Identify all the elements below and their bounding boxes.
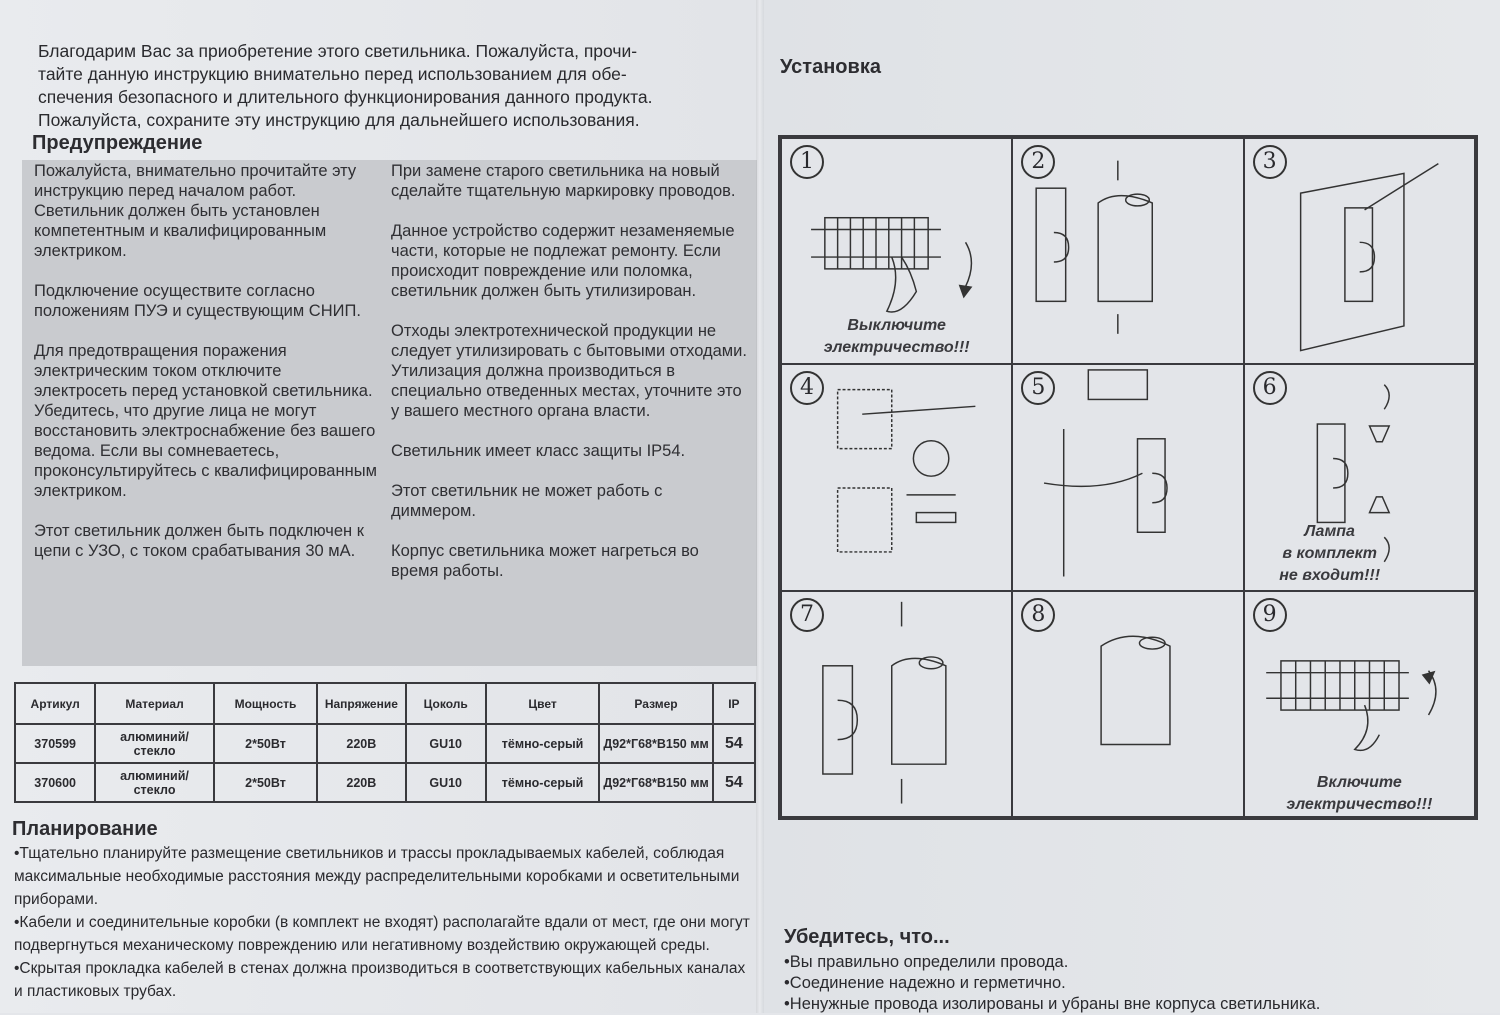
step-1-caption [782, 315, 1011, 359]
install-steps-grid [778, 135, 1478, 820]
warning-paragraph: Корпус светильника может нагреться во время работы. [391, 542, 699, 580]
caption-line: Лампа [1304, 523, 1355, 541]
table-cell: алюминий/ стекло [95, 724, 213, 763]
warning-paragraph: Для предотвращения поражения электрическим током отключите электросеть перед установкой светильника. Убедитесь, что другие лица не могут восстановить электроснабжение без вашего ведома. Если вы сомневаетесь, проконсультируйтесь с квалифицированным электриком. [34, 342, 377, 500]
table-cell: алюминий/ стекло [95, 763, 213, 802]
planning-list [14, 842, 756, 1003]
step-3-panel [1244, 138, 1475, 364]
step-9-panel [1244, 591, 1475, 817]
list-item: •Тщательно планируйте размещение светильников и трассы прокладываемых кабелей, соблюдая максимальные необходимые расстояния между распределительными коробками и осветительными приборами. [14, 845, 740, 908]
table-header: IP [713, 683, 755, 724]
wiring-illustration [1013, 365, 1242, 589]
step-number: 7 [790, 598, 824, 632]
step-number: 1 [790, 145, 824, 179]
step-5-panel [1012, 364, 1243, 590]
warning-paragraph: Отходы электротехнической продукции не следует утилизировать с бытовыми отходами. Утилизация должна производиться в специально отведенных местах, уточните это у вашего местного органа власти. [391, 322, 747, 420]
warning-paragraph: Светильник имеет класс защиты IP54. [391, 442, 686, 460]
step-8-panel [1012, 591, 1243, 817]
step-2-panel [1012, 138, 1243, 364]
step-number: 9 [1253, 598, 1287, 632]
warning-left-column [34, 161, 379, 581]
intro-line: Пожалуйста, сохраните эту инструкцию для дальнейшего использования. [38, 110, 640, 130]
table-cell: 2*50Вт [214, 763, 317, 802]
table-cell: тёмно-серый [486, 763, 599, 802]
intro-line: Благодарим Вас за приобретение этого светильника. Пожалуйста, прочи- [38, 41, 638, 61]
mark-holes-illustration [1245, 139, 1474, 363]
step-6-panel [1244, 364, 1475, 590]
warning-paragraph: Этот светильник должен быть подключен к цепи с УЗО, с током срабатывания 30 мА. [34, 522, 364, 560]
step-number: 6 [1253, 371, 1287, 405]
intro-line: спечения безопасного и длительного функционирования данного продукта. [38, 87, 653, 107]
table-cell: 54 [713, 763, 755, 802]
table-cell: 2*50Вт [214, 724, 317, 763]
table-row [15, 763, 755, 802]
intro-line: тайте данную инструкцию внимательно перед использованием для обе- [38, 64, 627, 84]
table-cell: 370600 [15, 763, 95, 802]
finished-fixture-illustration [1013, 592, 1242, 816]
drill-wall-illustration [782, 365, 1011, 589]
list-item: •Скрытая прокладка кабелей в стенах должна производиться в соответствующих кабельных каналах и пластиковых трубах. [14, 960, 746, 1000]
list-item: •Соединение надежно и герметично. [784, 974, 1066, 992]
step-4-panel [781, 364, 1012, 590]
table-cell: GU10 [406, 763, 486, 802]
table-header: Напряжение [317, 683, 405, 724]
table-cell: Д92*Г68*В150 мм [599, 724, 712, 763]
table-header-row [15, 683, 755, 724]
caption-line: электричество!!! [823, 339, 970, 356]
warning-paragraph: Пожалуйста, внимательно прочитайте эту инструкцию перед началом работ. Светильник должен быть установлен компетентным и квалифицированным электриком. [34, 162, 357, 260]
spec-table [14, 682, 756, 803]
step-1-panel [781, 138, 1012, 364]
table-cell: 220В [317, 763, 405, 802]
caption-line: Включите [1316, 773, 1402, 791]
table-cell: Д92*Г68*В150 мм [599, 763, 712, 802]
step-7-panel [781, 591, 1012, 817]
warning-paragraph: Подключение осуществите согласно положениям ПУЭ и существующим СНИП. [34, 282, 361, 320]
table-cell: 370599 [15, 724, 95, 763]
warning-title: Предупреждение [32, 132, 203, 154]
warning-right-column [391, 161, 747, 601]
table-header: Цвет [486, 683, 599, 724]
list-item: •Кабели и соединительные коробки (в комплект не входят) располагайте вдали от мест, где они могут подвергнуться механическому повреждению или негативному воздействию окружающей среды. [14, 914, 750, 954]
table-header: Мощность [214, 683, 317, 724]
step-9-caption [1245, 772, 1474, 816]
install-title: Установка [780, 56, 881, 78]
caption-line: не входит!!! [1279, 567, 1381, 585]
step-number: 5 [1021, 371, 1055, 405]
table-cell: 54 [713, 724, 755, 763]
caption-line: в комплект [1282, 545, 1377, 563]
fixture-assembly-illustration [782, 592, 1011, 816]
fixture-disassembly-illustration [1013, 139, 1242, 363]
table-cell: GU10 [406, 724, 486, 763]
table-header: Цоколь [406, 683, 486, 724]
check-title: Убедитесь, что... [784, 926, 950, 948]
table-cell: 220В [317, 724, 405, 763]
list-item: •Вы правильно определили провода. [784, 953, 1069, 971]
list-item: •Ненужные провода изолированы и убраны вне корпуса светильника. [784, 995, 1321, 1013]
step-6-caption [1265, 521, 1395, 587]
caption-line: Выключите [847, 317, 946, 334]
step-number: 3 [1253, 145, 1287, 179]
table-header: Артикул [15, 683, 95, 724]
warning-paragraph: Этот светильник не может работь с диммером. [391, 482, 663, 520]
caption-line: электричество!!! [1286, 795, 1433, 813]
paper-fold [756, 0, 764, 1013]
intro-text [38, 40, 753, 132]
check-list [784, 952, 1484, 1015]
warning-paragraph: Данное устройство содержит незаменяемые части, которые не подлежат ремонту. Если происходит повреждение или поломка, светильник должен быть утилизирован. [391, 222, 735, 300]
table-row [15, 724, 755, 763]
step-number: 4 [790, 371, 824, 405]
planning-title: Планирование [12, 818, 158, 840]
table-header: Материал [95, 683, 213, 724]
step-number: 8 [1021, 598, 1055, 632]
table-header: Размер [599, 683, 712, 724]
step-number: 2 [1021, 145, 1055, 179]
table-cell: тёмно-серый [486, 724, 599, 763]
warning-paragraph: При замене старого светильника на новый сделайте тщательную маркировку проводов. [391, 162, 736, 200]
